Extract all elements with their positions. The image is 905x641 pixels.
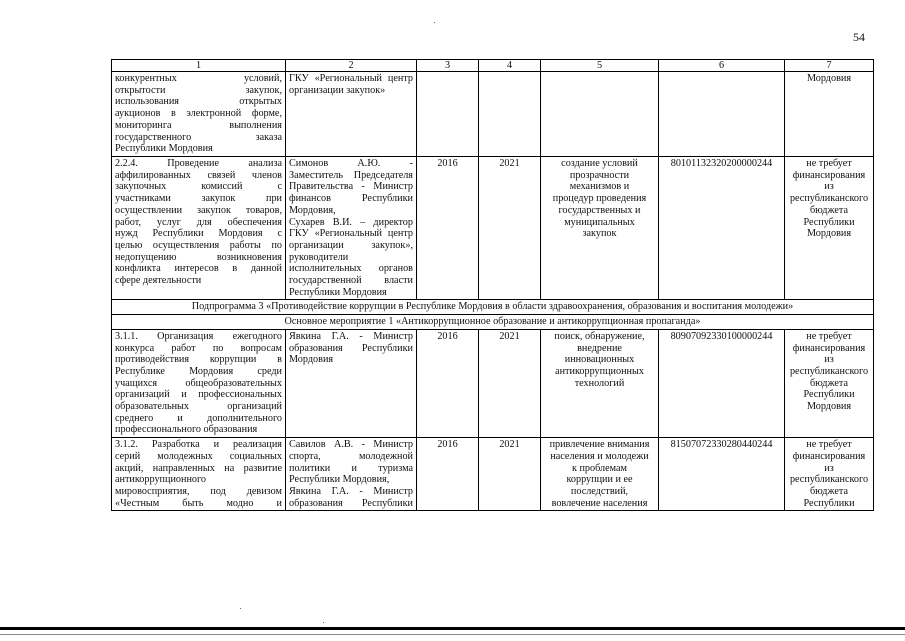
budget-code-cell [659,72,785,157]
main-activity-row [112,315,874,330]
subprogram-row [112,300,874,315]
text-line: коррупции и ее [566,474,633,486]
text-line: инновационных [564,354,635,366]
text-line: организаций и профессиональных [115,389,282,401]
text-line: открытости закупок, [115,84,282,96]
text-line: исполнительных органов [289,263,413,275]
text-line: не требует [806,330,852,342]
text-line: бюджета [810,485,848,497]
text-line: ГКУ «Региональный центр [289,228,413,240]
text-line: мировосприятия, под девизом [115,485,282,497]
text-line: государственных и [558,204,641,216]
budget-code-cell: 80101132320200000244 [659,157,785,300]
program-activities-table [111,59,874,511]
text-line: к проблемам [571,462,628,474]
text-line: Савилов А.В. - Министр [289,439,413,451]
text-line: закупочных комиссий с [115,181,282,193]
text-line: участниками закупок при [115,193,282,205]
text-line: механизмов и [569,181,630,193]
text-line: профессионального образования [115,424,258,436]
text-line: антикоррупционного [115,474,207,486]
column-header: 6 [659,60,785,72]
text-line: использования открытых [115,96,282,108]
text-line: образовательных организаций [115,401,282,413]
text-line: бюджета [810,377,848,389]
text-line: технологий [574,377,625,389]
column-header: 1 [112,60,286,72]
expected-result-cell [541,72,659,157]
end-year-cell: 2021 [479,157,541,300]
text-line: аукционов в электронной форме, [115,108,282,120]
text-line: поиск, обнаружение, [554,330,645,342]
text-line: Мордовия [806,228,852,240]
expected-result-cell [541,157,659,300]
text-line: из [824,462,834,474]
budget-code-cell: 81507072330280440244 [659,438,785,511]
text-line: республиканского [789,474,869,486]
text-line: республиканского [789,365,869,377]
text-line: прозрачности [569,169,630,181]
text-line: Сухарев В.И. – директор [289,216,413,228]
financing-cell [785,329,874,437]
text-line: из [824,181,834,193]
table-row [112,438,874,511]
text-line: бюджета [810,204,848,216]
text-line: Республики Мордовия, [289,474,390,486]
text-line: акций, направленных на развитие [115,462,282,474]
column-number-row [112,60,874,72]
text-line: Явкина Г.А. - Министр [289,485,413,497]
text-line: целью осуществления работы по [115,239,282,251]
subprogram-title: Подпрограмма 3 «Противодействие коррупции в Республике Мордовия в области здравоохранения, образования и воспитания молодежи» [112,300,874,315]
text-line: муниципальных [564,216,635,228]
text-line: Республики [803,497,855,509]
text-line: образования Республики [289,497,413,509]
financing-cell [785,72,874,157]
start-year-cell: 2016 [417,438,479,511]
text-line: организации закупок» [289,84,386,96]
financing-cell [785,438,874,511]
text-line: серий молодежных социальных [115,450,282,462]
text-line: руководители [289,251,349,263]
text-line: не требует [806,439,852,451]
table-row [112,72,874,157]
responsible-cell [286,157,417,300]
text-line: государственной власти [289,275,413,287]
text-line: привлечение внимания [549,439,650,451]
scan-speck [240,608,241,609]
text-line: конкурса работ по вопросам [115,342,282,354]
text-line: Республики Мордовия [115,143,213,155]
text-line: государственного заказа [115,131,282,143]
text-line: 3.1.1. Организация ежегодного [115,330,282,342]
activity-description-cell [112,438,286,511]
text-line: из [824,354,834,366]
text-line: спорта, молодежной [289,450,413,462]
text-line: среднего и дополнительного [115,412,282,424]
text-line: финансирования [792,342,866,354]
table-row [112,329,874,437]
text-line: вовлечение населения [551,497,648,509]
text-line: Явкина Г.А. - Министр [289,330,413,342]
text-line: образования Республики [289,342,413,354]
text-line: 2.2.4. Проведение анализа [115,158,282,169]
financing-cell [785,157,874,300]
responsible-cell [286,329,417,437]
scan-edge-bar [0,627,905,630]
text-line: Мордовия, [289,204,336,216]
end-year-cell [479,72,541,157]
text-line: ГКУ «Региональный центр [289,73,413,84]
text-line: создание условий [561,158,638,169]
activity-description-cell [112,72,286,157]
text-line: работ, услуг для обеспечения [115,216,282,228]
text-line: аффилированных связей членов [115,169,282,181]
expected-result-cell [541,438,659,511]
page-number: 54 [853,30,865,44]
text-line: финансов Республики [289,193,413,205]
text-line: антикоррупционных [555,365,644,377]
text-line: конфликта интересов в данной [115,263,282,275]
column-header: 5 [541,60,659,72]
text-line: Заместитель Председателя [289,169,413,181]
text-line: сфере деятельности [115,275,202,287]
text-line: населения и молодежи [550,450,649,462]
text-line: финансирования [792,450,866,462]
text-line: последствий, [570,485,629,497]
text-line: противодействия коррупции в [115,354,282,366]
main-activity-title: Основное мероприятие 1 «Антикоррупционное образование и антикоррупционная пропаганда» [112,315,874,330]
text-line: Республики [803,389,855,401]
activity-description-cell [112,157,286,300]
column-header: 4 [479,60,541,72]
text-line: недопущению возникновения [115,251,282,263]
text-line: республиканского [789,193,869,205]
text-line: нужд Республики Мордовия с [115,228,282,240]
end-year-cell: 2021 [479,329,541,437]
text-line: Республики Мордовия [289,286,387,298]
responsible-cell [286,438,417,511]
text-line: мониторинга выполнения [115,119,282,131]
end-year-cell: 2021 [479,438,541,511]
text-line: процедур проведения [552,193,647,205]
text-line: Симонов А.Ю. - [289,158,413,169]
text-line: политики и туризма [289,462,413,474]
text-line: внедрение [577,342,622,354]
text-line: Республики [803,216,855,228]
text-line: «Честным быть модно и [115,497,282,509]
text-line: Мордовия [289,354,334,366]
start-year-cell: 2016 [417,157,479,300]
activity-description-cell [112,329,286,437]
text-line: закупок [582,228,617,240]
expected-result-cell [541,329,659,437]
text-line: не требует [806,158,852,169]
text-line: учащихся общеобразовательных [115,377,282,389]
text-line: Правительства - Министр [289,181,413,193]
budget-code-cell: 80907092330100000244 [659,329,785,437]
text-line: Мордовия [806,73,852,84]
column-header: 2 [286,60,417,72]
column-header: 3 [417,60,479,72]
table-row [112,157,874,300]
start-year-cell [417,72,479,157]
text-line: финансирования [792,169,866,181]
start-year-cell: 2016 [417,329,479,437]
text-line: Мордовия [806,401,852,413]
text-line: организации закупок», [289,239,413,251]
text-line: 3.1.2. Разработка и реализация [115,439,282,451]
text-line: осуществлении закупок товаров, [115,204,282,216]
column-header: 7 [785,60,874,72]
scan-speck [323,622,324,623]
text-line: конкурентных условий, [115,73,282,84]
text-line: Республике Мордовия среди [115,365,282,377]
scan-speck [434,22,435,23]
responsible-cell [286,72,417,157]
